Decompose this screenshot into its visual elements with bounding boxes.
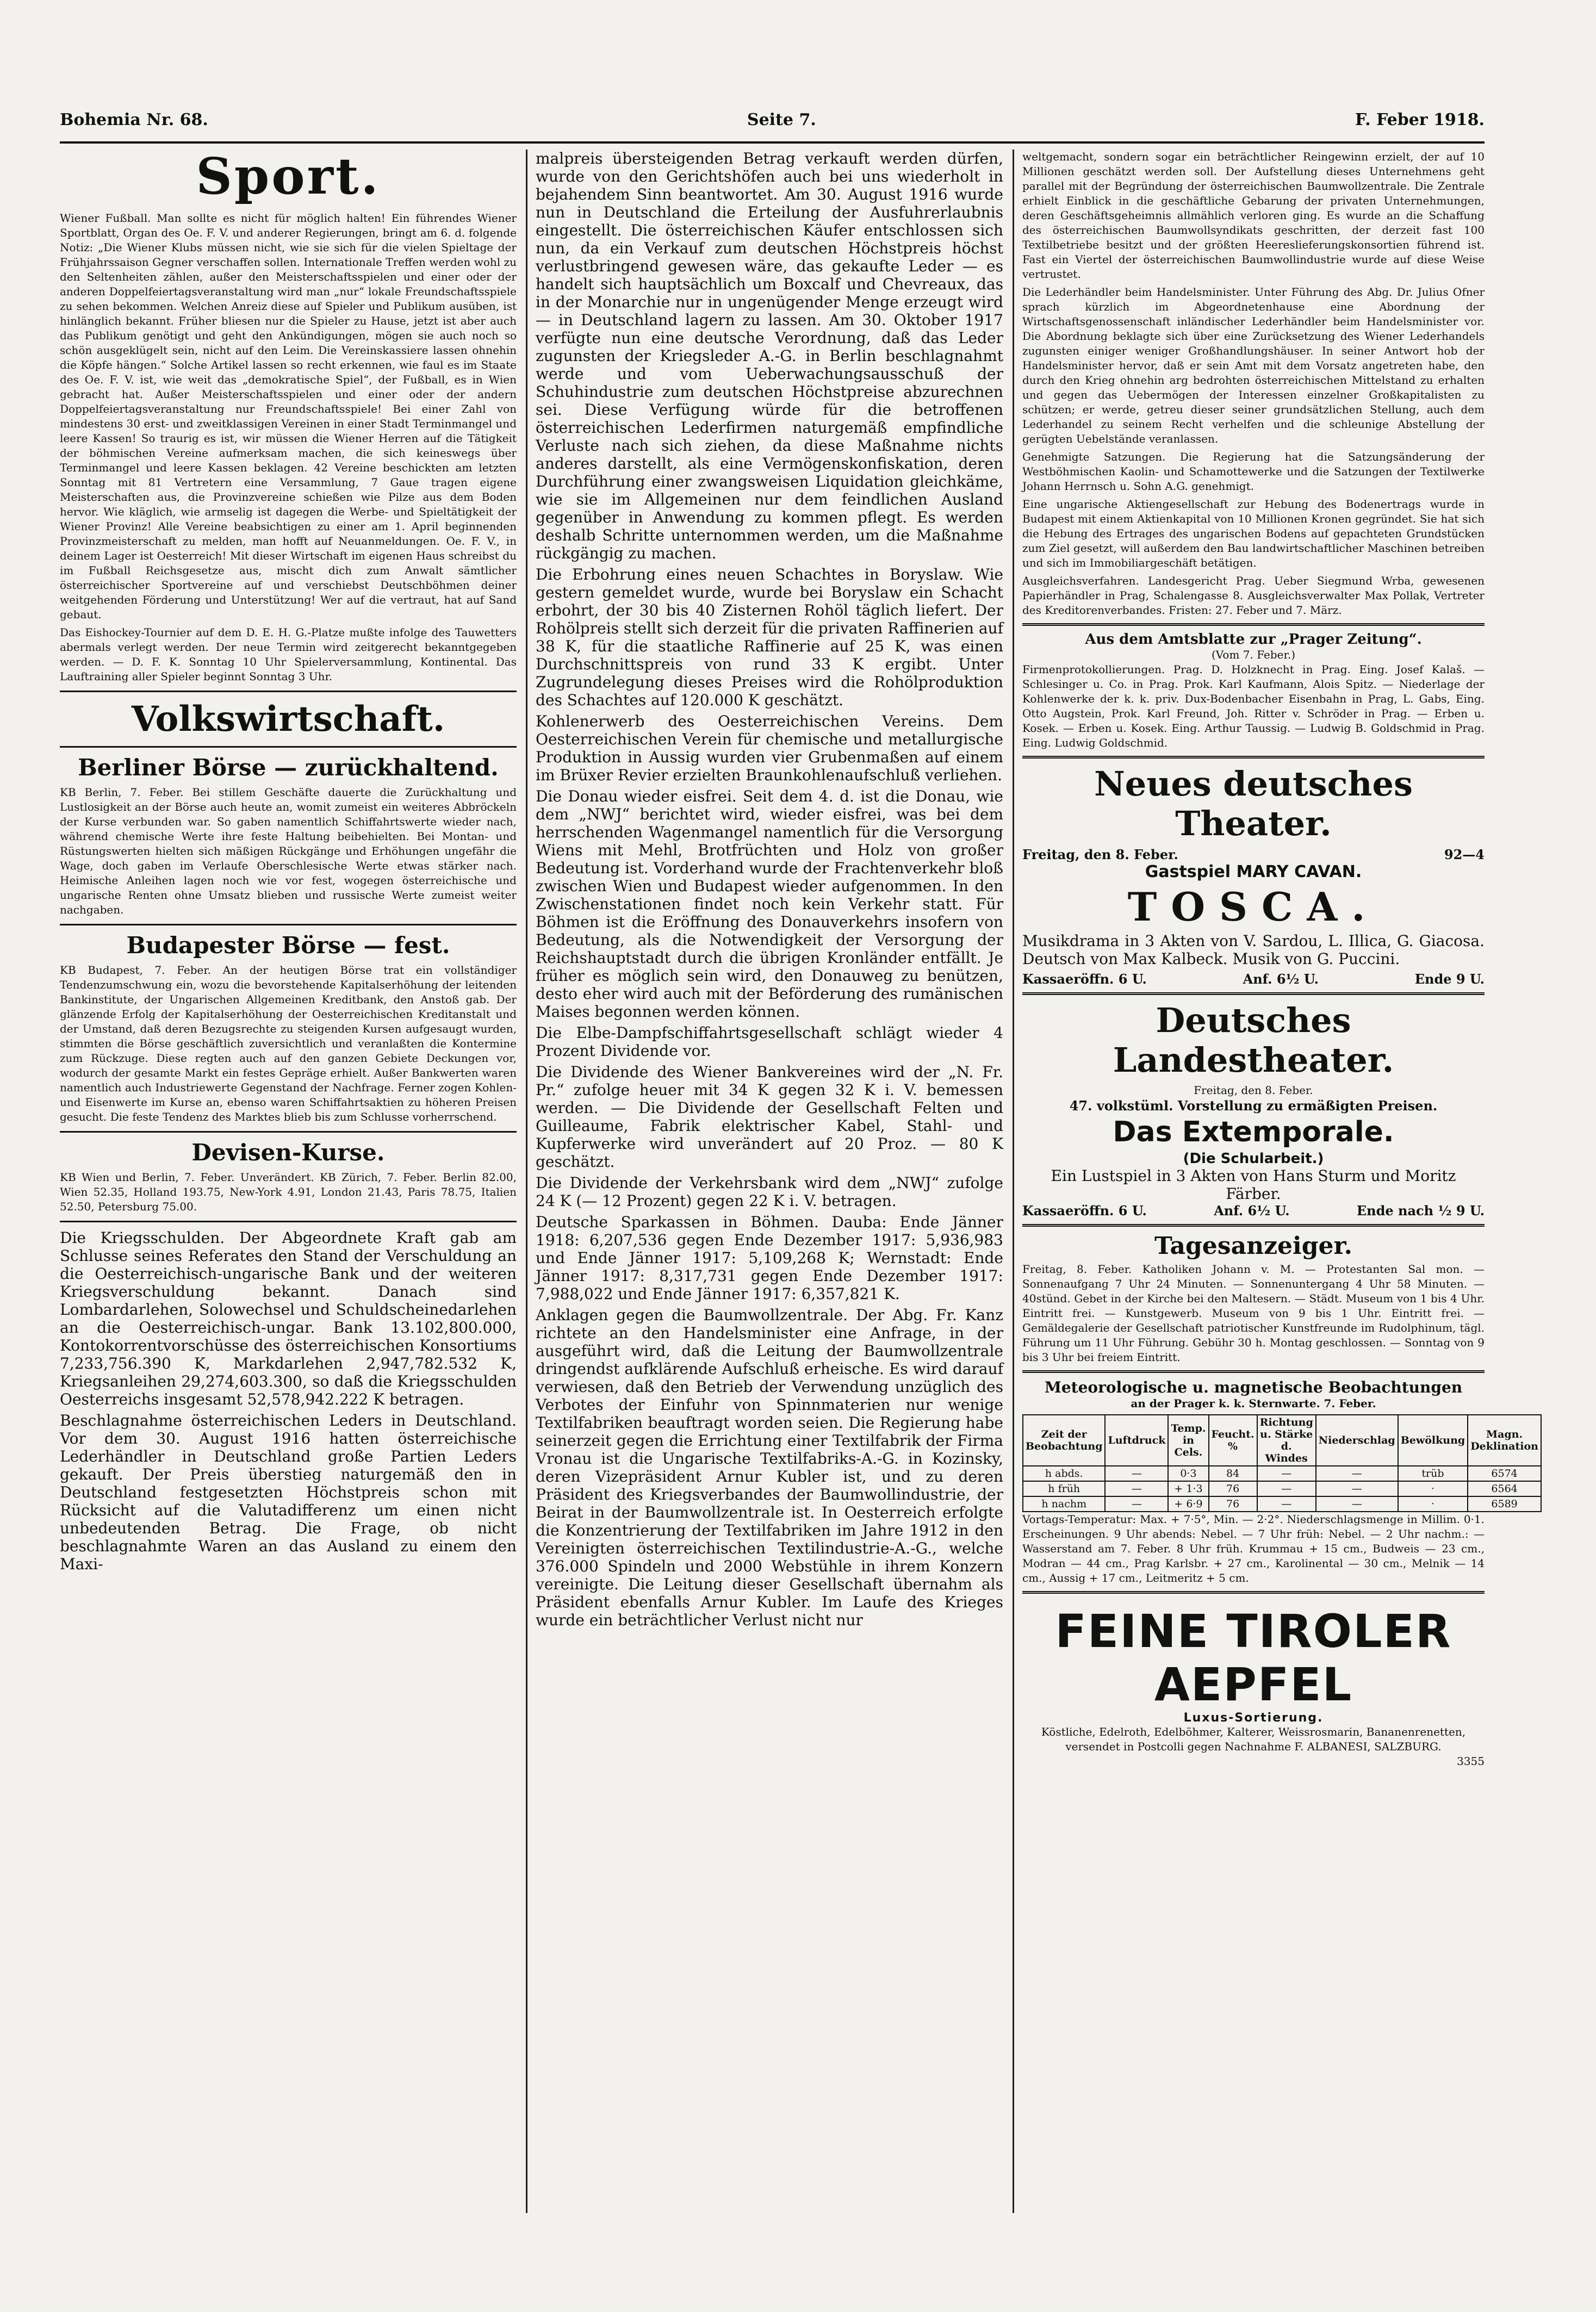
ndt-begin: Anf. 6½ U. [1243,971,1319,987]
table-cell: h früh [1023,1481,1105,1496]
headline-currency-rates: Devisen-Kurse. [191,1139,385,1166]
article-verkehrsbank-dividend: Die Dividende der Verkehrsbank wird dem „NWJ“ zufolge 24 K (— 12 Prozent) gegen 22 K i. V. betragen. [536,1174,1003,1210]
ndt-play: TOSCA. [1127,884,1380,930]
weather-header: Feucht. % [1209,1415,1257,1466]
dlt-event: 47. volkstüml. Vorstellung zu ermäßigten Preisen. [1069,1098,1438,1114]
weather-notes: Vortags-Temperatur: Max. + 7·5°, Min. — 2·2°. Niederschlagsmenge in Millim. 0·1. Erscheinungen. 9 Uhr abends: Nebel. — 7 Uhr früh: Nebel. — 2 Uhr nachm.: — Wasserstand am 7. Feber. 8 Uhr früh. Krummau + 15 cm., Budweis — 23 cm., Modran — 44 cm., Prag Karlsbr. + 27 cm., Karolinental — 30 cm., Melnik — 14 cm., Aussig + 17 cm., Leitmeritz + 5 cm. [1022,1513,1485,1584]
article-approved-statutes: Genehmigte Satzungen. Die Regierung hat die Satzungsänderung der Westböhmischen Kaolin- und Schamottewerke und die Satzungen der Textilwerke Johann Herrnsch u. Sohn A.G. genehmigt. [1022,450,1485,493]
table-cell: · [1398,1496,1468,1512]
table-cell: — [1257,1496,1316,1512]
amtsblatt-title: Aus dem Amtsblatte zur „Prager Zeitung“. [1085,631,1422,648]
ndt-date: Freitag, den 8. Feber. [1022,847,1178,862]
dlt-title: Deutsches Landestheater. [1113,1000,1394,1080]
divider [60,746,517,748]
article-ice-hockey: Das Eishockey-Tournier auf dem D. E. H. G.-Platze mußte infolge des Tauwetters abermals verlegt werden. Der neue Termin wird zeitgerecht bekanntgegeben werden. — D. F. K. Sonntag 10 Uhr Spielerversammlung, Kontinental. Das Lauftraining aller Spieler beginnt Sonntag 3 Uhr. [60,626,517,683]
headline-budapest-exchange: Budapester Börse — fest. [126,932,450,959]
weather-header: Luftdruck [1105,1415,1168,1466]
article-leather-dealers: Die Lederhändler beim Handelsminister. Unter Führung des Abg. Dr. Julius Ofner sprach kürzlich im Abgeordnetenhause eine Abordnung der Wirtschaftsgenossenschaft inländischer Lederhändler beim Handelsminister vor. Die Abordnung beklagte sich über eine Zurücksetzung des Wiener Lederhandels zugunsten einiger weniger Großhandlungshäuser. In seiner Antwort hob der Handelsminister hervor, daß er sein Amt mit dem Vorsatz angetreten habe, den durch den Krieg ohnehin arg bedrohten österreichischen Mittelstand zu erhalten und gegen das Uebermögen der Interessen einzelner Großkapitalisten zu schützen; er werde, getreu dieser seiner grundsätzlichen Stellung, auch dem Lederhandel zu seinem Recht verhelfen und die schleunige Abstellung der gerügten Uebelstände veranlassen. [1022,285,1485,445]
article-war-debts: Die Kriegsschulden. Der Abgeordnete Kraft gab am Schlusse seines Referates den Stand der Verschuldung an die Oesterreichisch-ungarische Bank und der weiteren Kriegsverschuldung bekannt. Danach sind Lombardarlehen, Solowechsel und Schuldscheinedarlehen an die Oesterreichisch-ungar. Bank 13.102,800.000, Kontokorrentvorschüsse des österreichischen Konsortiums 7,233,756.390 K, Markdarlehen 2,947,782.532 K, Kriegsanleihen 29,274,603.300, so daß die Kriegsschulden Oesterreichs insgesamt 52,578,942.222 K betragen. [60,1229,517,1408]
article-elbe-shipping: Die Elbe-Dampfschiffahrtsgesellschaft schlägt wieder 4 Prozent Dividende vor. [536,1024,1003,1060]
weather-header: Zeit der Beobachtung [1023,1415,1105,1466]
table-cell: · [1398,1481,1468,1496]
ndt-end: Ende 9 U. [1414,971,1485,987]
ndt-number: 92—4 [1444,847,1485,862]
column-right [1022,150,1538,2213]
table-cell: 84 [1209,1466,1257,1481]
dlt-begin: Anf. 6½ U. [1214,1203,1290,1219]
advert-subtitle: Luxus-Sortierung. [1183,1711,1324,1725]
weather-header: Bewölkung [1398,1415,1468,1466]
article-boryslaw-shaft: Die Erbohrung eines neuen Schachtes in Boryslaw. Wie gestern gemeldet wurde, wurde bei Boryslaw ein Schacht erbohrt, der 30 bis 40 Zisternen Rohöl täglich liefert. Der Rohölpreis stellt sich derzeit für die privaten Raffinerien auf 38 K, für die staatliche Raffinerie auf 25 K, was einen Durchschnittspreis von rund 33 K ergibt. Unter Zugrundelegung dieses Preises wird die Rohölproduktion des Schachtes auf 120.000 K geschätzt. [536,565,1003,709]
weather-header-row [1023,1415,1541,1466]
article-berlin-exchange: KB Berlin, 7. Feber. Bei stillem Geschäfte dauerte die Zurückhaltung und Lustlosigkeit an der Börse auch heute an, womit zumeist ein weiteres Abbröckeln der Kurse verbunden war. So gaben namentlich Schiffahrtswerte wieder nach, während chemische Werte ihre feste Haltung beibehielten. Bei Montan- und Rüstungswerten hielten sich mäßigen Rückgänge und Erhöhungen ungefähr die Wage, doch gaben im Verlaufe Oberschlesische Werte etwas stärker nach. Heimische Anleihen lagen noch wie vor fest, wogegen österreichische und ungarische Renten ohne Umsatz blieben und russische Werte zumeist weiter nachgaben. [60,786,517,916]
dlt-times [1022,1203,1485,1219]
dlt-end: Ende nach ½ 9 U. [1356,1203,1485,1219]
article-budapest-exchange: KB Budapest, 7. Feber. An der heutigen Börse trat ein vollständiger Tendenzumschwung ein, wozu die bevorstehende Kapitalserhöhung der leitenden Bankinstitute, der Ungarischen Allgemeinen Kreditbank, den Anstoß gab. Der glänzende Erfolg der Kapitalserhöhung der Oesterreichischen Kreditanstalt und der Umstand, daß deren Bezugsrechte zu steigenden Kursen aufgesaugt wurden, stimmten die Börse geschäftlich zuversichtlich und veranlaßten die Kontermine zum Rückzuge. Diese regten auch auf den ganzen Gebiete Deckungen vor, wodurch der gesamte Markt ein festes Gepräge erhielt. Außer Bankwerten waren namentlich auch Industriewerte Gegenstand der Nachfrage. Ferner zogen Kohlen- und Eisenwerte im Kurse an, ebenso waren Schiffahrtsaktien zu höheren Preisen gesucht. Die feste Tendenz des Marktes blieb bis zum Schlusse vorherrschend. [60,964,517,1123]
divider [60,1221,517,1222]
table-cell: 76 [1209,1496,1257,1512]
masthead-rule [60,141,1485,144]
divider [1022,1224,1485,1227]
weather-header: Temp. in Cels. [1168,1415,1208,1466]
article-danube-ice-free: Die Donau wieder eisfrei. Seit dem 4. d. ist die Donau, wie dem „NWJ“ berichtet wird, wieder eisfrei, was bei dem herrschenden Wagenmangel namentlich für die Versorgung Wiens mit Mehl, Brotfrüchten und Holz von großer Bedeutung ist. Vorderhand wurde der Frachtenverkehr bloß zwischen Wien und Budapest wieder aufgenommen. In den Zwischenstationen findet noch kein Verkehr statt. Für Böhmen ist die Eröffnung des Donauverkehrs insofern von Bedeutung, als die Notwendigkeit der Versorgung der Reichshauptstadt durch die übrigen Kronländer entfällt. Je früher es möglich sein wird, den Donauweg zu benützen, desto eher wird auch mit der Beförderung des rumänischen Maises begonnen werden können. [536,787,1003,1021]
weather-subtitle: an der Prager k. k. Sternwarte. 7. Feber. [1131,1397,1376,1410]
masthead [60,103,1485,136]
divider [1022,992,1485,995]
advert-title: FEINE TIROLER AEPFEL [1055,1605,1452,1711]
amtsblatt-subtitle: (Vom 7. Feber.) [1212,648,1295,661]
article-cotton-central: Anklagen gegen die Baumwollzentrale. Der Abg. Fr. Kanz richtete an den Handelsminister eine Anfrage, in der ausgeführt wird, daß die Leitung der Baumwollzentrale dringendst aufklärende Aufschluß erheische. Es wird darauf verwiesen, daß den Betrieb der Verwendung unzüglich des Verbotes der Einfuhr von Spinnmaterien nur wenige Textilfabriken beauftragt worden seien. Die Regierung habe seinerzeit gegen die Errichtung einer Textilfabrik der Firma Vronau ist die Ungarische Textilfabriks-A.-G. in Kozinsky, deren Vizepräsident Arnur Kubler ist, und zu deren Präsident des Kriegsverbandes der Baumwollindustrie, der Beirat in der Baumwollzentrale ist. In Oesterreich erfolgte die Konzentrierung der Textilfabriken im Jahre 1912 in den Vereinigten österreichischen Textilindustrie-A.-G., welche 376.000 Spindeln und 2000 Webstühle in ihrem Konzern vereinigte. Die Leitung dieser Gesellschaft übernahm als Präsident ebenfalls Arnur Kubler. Im Laufe des Krieges wurde ein beträchtlicher Verlust nicht nur [536,1306,1003,1629]
article-coal-acquisition: Kohlenerwerb des Oesterreichischen Vereins. Dem Oesterreichischen Verein für chemische und metallurgische Produktion in Aussig wurden vier Grubenmaßen auf einem im Brüxer Revier erzielten Braunkohlenaufschluß verliehen. [536,712,1003,784]
dlt-subtitle: (Die Schularbeit.) [1183,1151,1324,1167]
column-left [60,147,517,2213]
table-cell: — [1105,1496,1168,1512]
advert-number: 3355 [1457,1755,1485,1768]
table-cell: 6564 [1468,1481,1541,1496]
article-bankverein-dividend: Die Dividende des Wiener Bankvereines wird der „N. Fr. Pr.“ zufolge heuer mit 34 K gegen 32 K i. V. bemessen werden. — Die Dividende der Gesellschaft Felten und Guilleaume, Fabrik elektrischer Kabel, Stahl- und Kupferwerke wird unverändert auf 20 Proz. — 80 K geschätzt. [536,1063,1003,1171]
column-middle [536,150,1003,2213]
table-cell: trüb [1398,1466,1468,1481]
table-cell: — [1105,1466,1168,1481]
ndt-kassa: Kassaeröffn. 6 U. [1022,971,1147,987]
divider [60,924,517,925]
page-number: Seite 7. [747,110,816,129]
weather-header: Niederschlag [1316,1415,1398,1466]
divider [1022,623,1485,626]
column-divider [1013,150,1014,2213]
dlt-description: Ein Lustspiel in 3 Akten von Hans Sturm und Moritz Färber. [1051,1167,1456,1203]
newspaper-page [60,103,1538,2213]
ndt-date-row [1022,847,1485,862]
headline-berlin-exchange: Berliner Börse — zurückhaltend. [78,754,499,781]
article-currency-rates: KB Wien und Berlin, 7. Feber. Unverändert. KB Zürich, 7. Feber. Berlin 82.00, Wien 52.35, Holland 193.75, New-York 4.91, London 21.43, Paris 78.75, Italien 52.50, Petersburg 75.00. [60,1171,517,1213]
issue-label: Bohemia Nr. 68. [60,110,208,129]
article-settlement-proceedings: Ausgleichsverfahren. Landesgericht Prag. Ueber Siegmund Wrba, gewesenen Papierhändler in Prag, Schalengasse 8. Ausgleichsverwalter Max Pollak, Vertreter des Kreditorenverbandes. Fristen: 27. Feber und 7. März. [1022,574,1485,617]
article-cotton-continued: weltgemacht, sondern sogar ein beträchtlicher Reingewinn erzielt, der auf 10 Millionen geschätzt werden soll. Der Aufstellung dieses Unternehmens geht parallel mit der Begründung der österreichischen Baumwollzentrale. Die Zentrale erhielt Einblick in die geschäftliche Gebarung der privaten Unternehmungen, deren Geschäftsgeheimnis allmählich verloren ging. Es wurde an die Schaffung des österreichischen Baumwollsyndikats geschritten, der derzeit fast 100 Textilbetriebe besitzt und der größten Heereslieferungskonsortien führend ist. Fast ein Viertel der österreichischen Baumwollindustrie wurde auf diese Weise vertrustet. [1022,150,1485,281]
article-hungarian-company: Eine ungarische Aktiengesellschaft zur Hebung des Bodenertrags wurde in Budapest mit einem Aktienkapital von 10 Millionen Kronen gegründet. Sie hat sich die Hebung des Ertrages des ungarischen Bodens auf gepachteten Grundstücken zum Ziel gesetzt, will außerdem den Bau landwirtschaftlicher Maschinen betreiben und sich im Immobiliargeschäft betätigen. [1022,498,1485,569]
dlt-play: Das Extemporale. [1113,1116,1394,1148]
dlt-kassa: Kassaeröffn. 6 U. [1022,1203,1147,1219]
ndt-description: Musikdrama in 3 Akten von V. Sardou, L. Illica, G. Giacosa. Deutsch von Max Kalbeck. Musik von G. Puccini. [1022,932,1485,968]
dlt-date: Freitag, den 8. Feber. [1194,1084,1313,1097]
article-leather-seizure: Beschlagnahme österreichischen Leders in Deutschland. Vor dem 30. August 1916 hatten österreichische Lederhändler in Deutschland große Partien Leders gekauft. Der Preis überstieg naturgemäß den in Deutschland festgesetzten Höchstpreis schon mit Rücksicht auf die Valutadifferenz um einen nicht unbedeutenden Betrag. Die Frage, ob nicht beschlagnahmte Waren an das Ausland zu einem den Maxi- [60,1412,517,1573]
weather-title: Meteorologische u. magnetische Beobachtungen [1044,1378,1463,1396]
divider [1022,756,1485,759]
table-cell: — [1316,1481,1398,1496]
divider [1022,1591,1485,1594]
weather-table [1022,1414,1542,1512]
table-cell: h nachm [1023,1496,1105,1512]
ndt-guest: Gastspiel MARY CAVAN. [1145,862,1362,881]
divider [60,691,517,692]
amtsblatt-text: Firmenprotokollierungen. Prag. D. Holzknecht in Prag. Eing. Josef Kalaš. — Schlesinger u. Co. in Prag. Prok. Karl Kaufmann, Alois Spitz. — Niederlage der Kohlenwerke der k. k. priv. Dux-Bodenbacher Eisenbahn in Prag, L. Gabs, Eing. Otto Augstein, Prok. Karl Freund, Joh. Ritter v. Schröder in Prag. — Erben u. Kosek. — Erben u. Kosek. Eing. Arthur Taussig. — Ludwig B. Goldschmid in Prag. Eing. Ludwig Goldschmid. [1022,663,1485,749]
table-cell: h abds. [1023,1466,1105,1481]
divider [1022,1370,1485,1373]
table-cell: — [1257,1481,1316,1496]
table-cell: 6589 [1468,1496,1541,1512]
section-title-sport: Sport. [196,147,381,206]
article-vienna-football: Wiener Fußball. Man sollte es nicht für möglich halten! Ein führendes Wiener Sportblatt, Organ des Oe. F. V. und anderer Regierungen, bringt am 6. d. folgende Notiz: „Die Wiener Klubs müssen nicht, wie sie sich für die vielen Spieltage der Frühjahrssaison Gegner verschaffen sollen. Internationale Treffen werden wohl zu den Seltenheiten zählen, außer den Meisterschaftsspielen und einer oder der anderen Doppelfeiertagsveranstaltung wird man „nur“ lokale Freundschaftsspiele zu sehen bekommen. Welchen Anreiz diese auf Spieler und Publikum ausüben, ist hinlänglich bekannt. Früher bliesen nur die Spieler zu Hause, jetzt ist aber auch das Publikum genötigt und geht den Ankündigungen, mögen sie auch noch so schön ausgeklügelt sein, nicht auf den Leim. Die Vereinskassiere lassen ohnehin die Köpfe hängen.“ Solche Artikel lassen so recht erkennen, wie faul es im Staate des Oe. F. V. ist, wie weit das „demokratische Spiel“, der Fußball, es in Wien gebracht hat. Außer Meisterschaftsspielen und einer oder der andern Doppelfeiertagsveranstaltung nur Freundschaftsspiele! Bei einer Zahl von mindestens 30 erst- und zweitklassigen Vereinen in einer Stadt Terminmangel und leere Kassen! So traurig es ist, wir müssen die Wiener Herren auf die Tätigkeit der böhmischen Vereine aufmerksam machen, die sich keineswegs über Terminmangel und leere Kassen beklagen. 42 Vereine beschickten am letzten Sonntag mit 81 Vertretern eine Versammlung, 7 Gaue tragen eigene Meisterschaften aus, die Provinzvereine schießen wie Pilze aus dem Boden hervor. Wie kläglich, wie armselig ist dagegen die Werbe- und Spieltätigkeit der Wiener Provinz! Alle Vereine beabsichtigen zu einer am 1. April beginnenden Provinzmeisterschaft zu melden, man hofft auf Neuanmeldungen. Oe. F. V., in deinem Lager ist Oesterreich! Mit dieser Wirtschaft im eigenen Haus schreibst du im Fußball Reichsgesetze aus, mischt dich zum Anwalt sämtlicher österreichischer Sportvereine auf und verschiebst Deutschböhmen deiner weitgehenden Förderung und Unterstützung! Wer auf die vertraut, hat auf Sand gebaut. [60,212,517,621]
weather-header: Richtung u. Stärke d. Windes [1257,1415,1316,1466]
table-cell: + 1·3 [1168,1481,1208,1496]
article-savings-banks: Deutsche Sparkassen in Böhmen. Dauba: Ende Jänner 1918: 6,207,536 gegen Ende Dezember 1917: 5,936,983 und Ende Jänner 1917: 5,109,268 K; Wernstadt: Ende Jänner 1917: 8,317,731 gegen Ende Dezember 1917: 7,988,022 und Ende Jänner 1917: 6,357,821 K. [536,1213,1003,1303]
column-divider [526,150,527,2213]
table-cell: — [1105,1481,1168,1496]
table-cell: 0·3 [1168,1466,1208,1481]
table-cell: — [1316,1466,1398,1481]
ndt-times [1022,971,1485,987]
tagesanzeiger-text: Freitag, 8. Feber. Katholiken Johann v. M. — Protestanten Sal mon. — Sonnenaufgang 7 Uhr 24 Minuten. — Sonnenuntergang 4 Uhr 58 Minuten. — 40stünd. Gebet in der Kirche bei den Maltesern. — Städt. Museum von 1 bis 4 Uhr. Eintritt frei. — Kunstgewerb. Museum von 9 bis 1 Uhr. Eintritt frei. — Gemäldegalerie der Gesellschaft patriotischer Kunstfreunde im Rudolphinum, tägl. Führung um 11 Uhr Führung. Gebühr 30 h. Montag geschlossen. — Sonntag von 9 bis 3 Uhr bei freiem Eintritt. [1022,1263,1485,1364]
table-cell: — [1316,1496,1398,1512]
advert-text: Köstliche, Edelroth, Edelböhmer, Kalterer, Weissrosmarin, Bananenrenetten, versendet in Postcolli gegen Nachnahme F. ALBANESI, SALZBURG. [1041,1725,1466,1753]
table-cell: + 6·9 [1168,1496,1208,1512]
table-row [1023,1496,1541,1512]
tagesanzeiger-title: Tagesanzeiger. [1154,1232,1352,1260]
divider [60,1131,517,1133]
table-cell: 6574 [1468,1466,1541,1481]
weather-header: Magn. Deklination [1468,1415,1541,1466]
section-title-economy: Volkswirtschaft. [131,699,445,739]
table-row [1023,1466,1541,1481]
article-leather-continued: malpreis übersteigenden Betrag verkauft werden dürfen, wurde von den Gerichtshöfen auch bei uns wiederholt in bejahendem Sinn beantwortet. Am 30. August 1916 wurde nun in Deutschland die Erteilung der Ausfuhrerlaubnis eingestellt. Die österreichischen Käufer entschlossen sich nun, da ein Verkauf zum deutschen Höchstpreis höchst verlustbringend gewesen wäre, das gekaufte Leder — es handelt sich hauptsächlich um Boxcalf und Chevreaux, das in der Monarchie nur in ungenügender Menge erzeugt wird — in Deutschland lagern zu lassen. Am 30. Oktober 1917 verfügte nun eine deutsche Verordnung, daß das Leder zugunsten der Kriegsleder A.-G. in Berlin beschlagnahmt werde und vom Ueberwachungsausschuß der Schuhindustrie zum deutschen Höchstpreise abzurechnen sei. Diese Verfügung würde für die betroffenen österreichischen Lederfirmen naturgemäß empfindliche Verluste nach sich ziehen, da diese Maßnahme nichts anderes darstellt, als eine Vermögenskonfiskation, deren Durchführung einer zwangsweisen Liquidation gleichkäme, wie sie im Allgemeinen nur dem feindlichen Ausland gegenüber in Anwendung zu kommen pflegt. Es werden deshalb Schritte unternommen werden, um die Maßnahme rückgängig zu machen. [536,150,1003,562]
ndt-title: Neues deutsches Theater. [1094,764,1413,843]
table-cell: — [1257,1466,1316,1481]
table-row [1023,1481,1541,1496]
issue-date: F. Feber 1918. [1355,110,1485,129]
table-cell: 76 [1209,1481,1257,1496]
